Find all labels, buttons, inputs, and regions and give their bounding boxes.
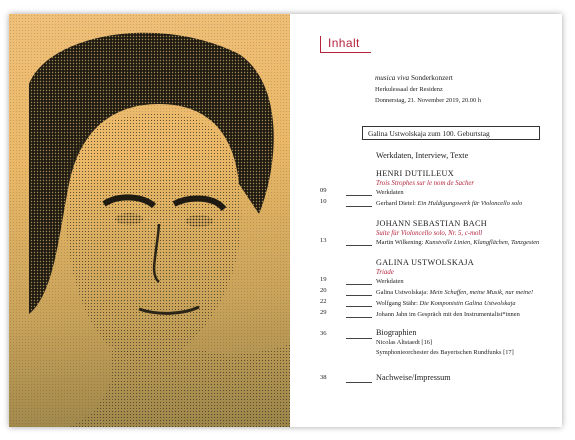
toc-entry[interactable] — [376, 311, 520, 318]
concert-type: Sonderkonzert — [409, 74, 453, 82]
page-number: 13 — [320, 237, 327, 244]
page-number: 36 — [320, 330, 327, 337]
leader-rule — [346, 382, 372, 383]
leader-rule — [346, 195, 372, 196]
concert-date: Donnerstag, 21. November 2019, 20.00 h — [375, 97, 481, 104]
biography-entry[interactable]: Nicolas Altstaedt [16] — [376, 339, 433, 346]
concert-venue: Herkulessaal der Residenz — [375, 86, 443, 93]
toc-entry[interactable] — [376, 278, 404, 285]
composer-name: JOHANN SEBASTIAN BACH — [376, 219, 487, 228]
page-number: 22 — [320, 298, 327, 305]
leader-rule — [346, 306, 372, 307]
concert-series: musica viva — [375, 74, 410, 82]
toc-entry[interactable] — [376, 189, 404, 196]
halftone-portrait — [9, 14, 290, 427]
entry-text: Johann Jahn im Gespräch mit den Instrumentalist*innen — [376, 311, 520, 318]
leader-rule — [346, 245, 372, 246]
entry-title: Ein Huldigungswerk für Violoncello solo — [417, 200, 523, 207]
biography-entry[interactable]: Symphonieorchester des Bayerischen Rundfunks [17] — [376, 349, 514, 356]
entry-title: Die Komponistin Galina Ustwolskaja — [419, 300, 516, 307]
page-number: 10 — [320, 198, 327, 205]
entry-title: Mein Schaffen, meine Musik, nur meine! — [429, 289, 534, 296]
composer-name: GALINA USTWOLSKAJA — [376, 258, 474, 267]
booklet-spread — [9, 14, 562, 427]
page-number: 29 — [320, 309, 327, 316]
contents-page — [290, 14, 562, 427]
entry-text: Werkdaten — [376, 278, 404, 285]
leader-rule — [346, 295, 372, 296]
toc-entry[interactable] — [376, 200, 522, 207]
work-title: Trois Strophes sur le nom de Sacher — [376, 180, 475, 187]
concert-title — [375, 74, 453, 82]
toc-entry[interactable] — [376, 289, 533, 296]
leader-rule — [346, 317, 372, 318]
leader-rule — [346, 206, 372, 207]
toc-entry[interactable] — [376, 239, 539, 246]
page-number: 20 — [320, 287, 327, 294]
page-number: 09 — [320, 187, 327, 194]
page-number: 38 — [320, 374, 327, 381]
feature-title-box: Galina Ustwolskaja zum 100. Geburtstag — [362, 126, 540, 140]
notes-title[interactable]: Nachweise/Impressum — [376, 373, 451, 382]
entry-author: Wolfgang Stähr: — [376, 300, 420, 307]
section-header: Werkdaten, Interview, Texte — [376, 151, 469, 160]
entry-author: Gerhard Dietel: — [376, 200, 418, 207]
portrait-photo — [9, 14, 290, 427]
entry-text: Werkdaten — [376, 189, 404, 196]
leader-rule — [346, 284, 372, 285]
page-title: Inhalt — [328, 36, 360, 50]
work-title: Suite für Violoncello solo, Nr. 5, c-moll — [376, 230, 483, 237]
entry-author: Galina Ustwolskaja: — [376, 289, 430, 296]
entry-title: Kunstvolle Linien, Klangflächen, Tanzgesten — [424, 239, 540, 246]
leader-rule — [346, 338, 372, 339]
toc-entry[interactable] — [376, 300, 516, 307]
biographies-title[interactable]: Biographien — [376, 328, 417, 337]
entry-author: Martin Wilkening: — [376, 239, 425, 246]
composer-name: HENRI DUTILLEUX — [376, 169, 454, 178]
work-title: Triade — [376, 269, 394, 276]
page-number: 19 — [320, 276, 327, 283]
